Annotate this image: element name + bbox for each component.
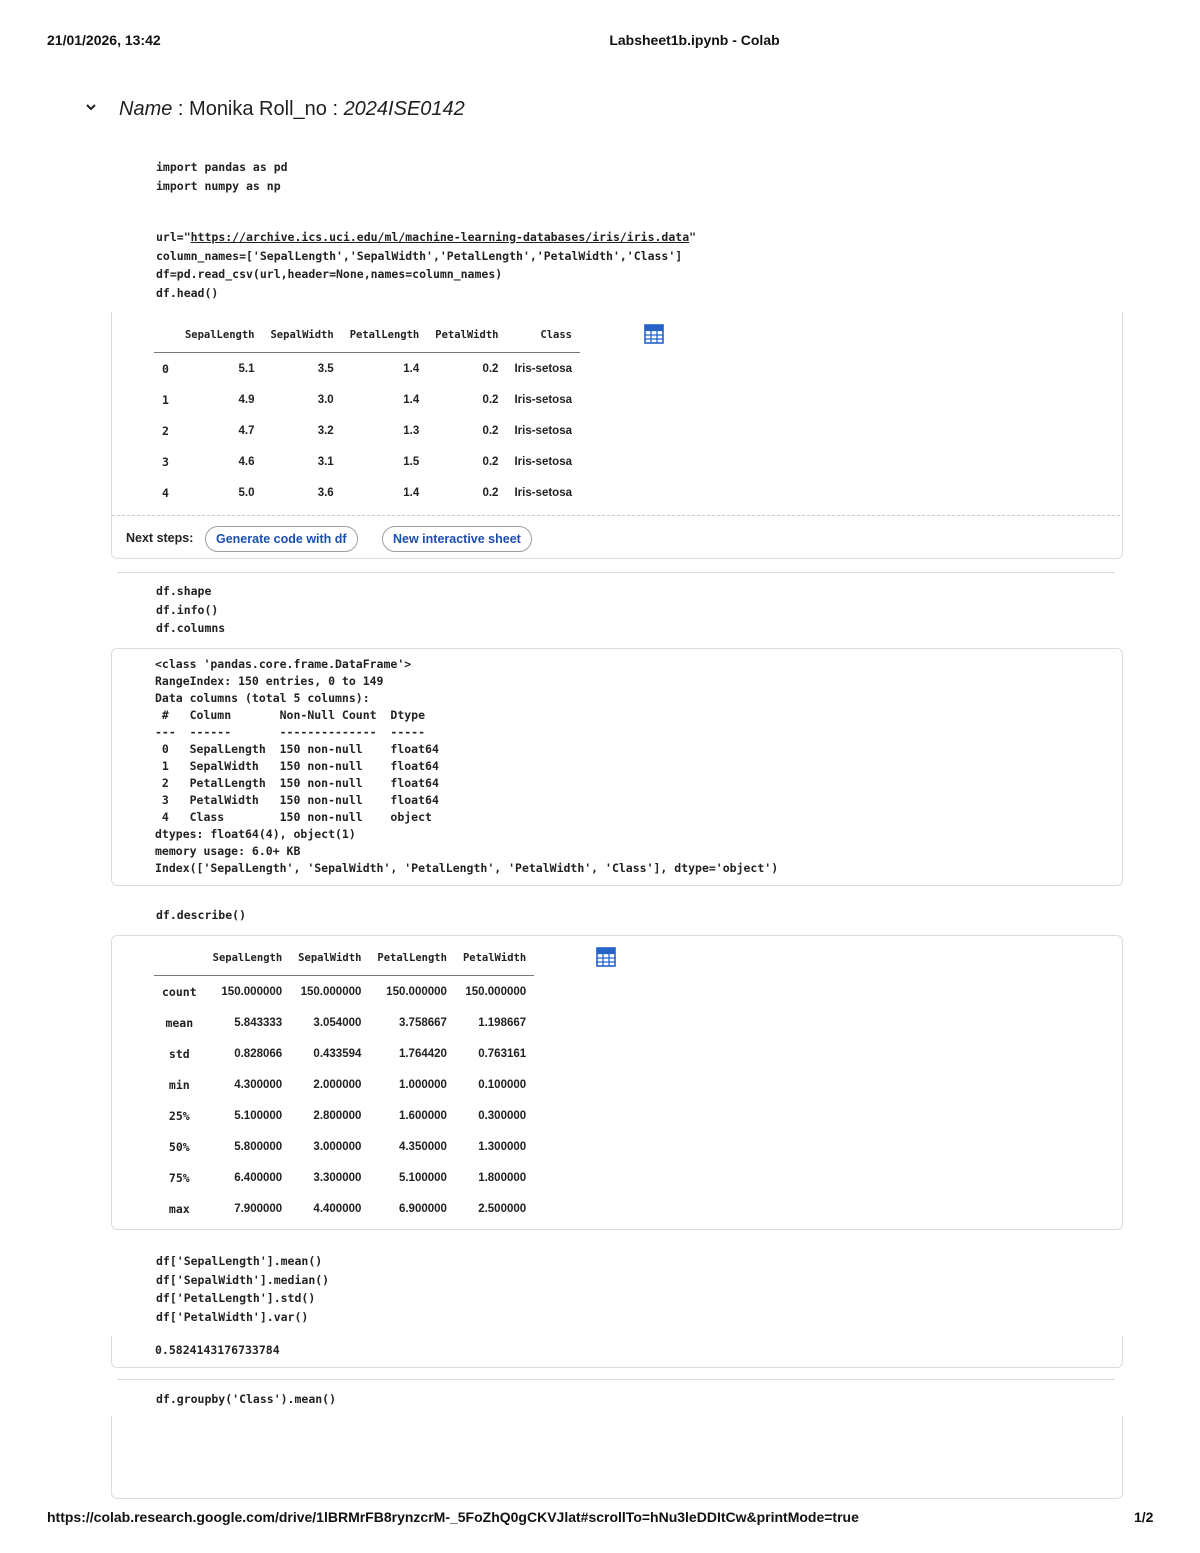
table-cell: 1	[162, 392, 169, 407]
table-grid-icon[interactable]	[644, 324, 664, 344]
table-row	[154, 1007, 534, 1038]
table-cell: 3.5	[317, 362, 334, 375]
table-row	[154, 384, 580, 415]
url-link[interactable]: https://archive.ics.uci.edu/ml/machine-learning-databases/iris/iris.data	[190, 230, 690, 244]
groupby-output	[111, 1416, 1123, 1499]
table-cell: 5.1	[238, 362, 255, 375]
table-cell: 3.1	[317, 455, 334, 468]
table-cell: max	[168, 1201, 190, 1216]
column-header: PetalLength	[369, 941, 455, 976]
head-table-header	[154, 318, 580, 353]
info-output-text: <class 'pandas.core.frame.DataFrame'> RangeIndex: 150 entries, 0 to 149 Data columns (total 5 columns): # Column Non-Null Count Dtype --- ------ -------------- ----- 0 SepalLength 150 non-null float64 1 SepalWidth 150 non-null float64 2 PetalLength 150 non-null float64 3 PetalWidth 150 non-null float64 4 Class 150 non-null object dtypes: float64(4), object(1) memory usage: 6.0+ KB Index(['SepalLength', 'SepalWidth', 'PetalLength', 'PetalWidth', 'Class'], dtype='object')	[155, 657, 779, 875]
code-cell-describe[interactable]: df.describe()	[156, 908, 247, 922]
table-row	[154, 1069, 534, 1100]
table-cell: 0.2	[482, 486, 499, 499]
table-row	[154, 1038, 534, 1069]
table-cell: 1.4	[403, 362, 420, 375]
table-cell: 1.800000	[478, 1171, 527, 1184]
table-cell: 2.500000	[478, 1202, 527, 1215]
table-cell: 5.0	[238, 486, 255, 499]
table-cell: 1.5	[403, 455, 420, 468]
table-cell: 1.4	[403, 393, 420, 406]
next-steps-label: Next steps:	[126, 531, 194, 545]
code-cell-stats[interactable]: df['SepalLength'].mean() df['SepalWidth'].median() df['PetalLength'].std() df['PetalWidth'].var()	[156, 1254, 330, 1324]
table-cell: 3.0	[317, 393, 334, 406]
table-cell: 3.6	[317, 486, 334, 499]
describe-table	[154, 941, 534, 1224]
table-cell: 3	[162, 454, 169, 469]
table-cell: 0.2	[482, 424, 499, 437]
column-header	[154, 941, 205, 976]
generate-code-button[interactable]: Generate code with df	[205, 526, 358, 552]
table-cell: 1.4	[403, 486, 420, 499]
url-prefix: url="	[156, 230, 191, 244]
code-cell-read-csv[interactable]	[156, 228, 696, 302]
code-rest: column_names=['SepalLength','SepalWidth','PetalLength','PetalWidth','Class'] df=pd.read_csv(url,header=None,names=column_names) df.head()	[156, 248, 683, 300]
table-cell: 0.828066	[234, 1047, 283, 1060]
column-header: PetalWidth	[455, 941, 534, 976]
table-cell: 150.000000	[465, 985, 527, 998]
table-cell: 25%	[168, 1108, 190, 1123]
table-cell: 4.6	[238, 455, 255, 468]
url-suffix: "	[689, 230, 697, 244]
table-row	[154, 446, 580, 477]
table-cell: mean	[165, 1015, 194, 1030]
table-cell: 3.2	[317, 424, 334, 437]
column-header	[154, 318, 177, 353]
column-header: SepalLength	[177, 318, 263, 353]
table-cell: 1.764420	[398, 1047, 447, 1060]
stats-output-text: 0.5824143176733784	[155, 1343, 280, 1357]
table-cell: 5.800000	[234, 1140, 283, 1153]
table-cell: 2.800000	[313, 1109, 362, 1122]
roll-no: 2024ISE0142	[343, 98, 465, 120]
table-cell: 0.300000	[478, 1109, 527, 1122]
table-cell: 3.300000	[313, 1171, 362, 1184]
name-label: Name	[119, 98, 173, 120]
table-cell: 150.000000	[386, 985, 447, 998]
table-cell: std	[168, 1046, 190, 1061]
print-datetime: 21/01/2026, 13:42	[47, 32, 161, 48]
table-row	[154, 1131, 534, 1162]
table-cell: 1.198667	[478, 1016, 527, 1029]
table-row	[154, 976, 534, 1008]
table-cell: 4.9	[238, 393, 255, 406]
table-grid-icon[interactable]	[596, 947, 616, 967]
table-cell: 4.300000	[234, 1078, 283, 1091]
print-page-number: 1/2	[1134, 1509, 1154, 1525]
table-cell: 2	[162, 423, 169, 438]
code-cell-imports[interactable]: import pandas as pd import numpy as np	[156, 160, 288, 193]
cell-separator	[117, 1379, 1115, 1380]
table-cell: 4.350000	[398, 1140, 447, 1153]
table-cell: Iris-setosa	[514, 455, 572, 468]
head-table	[154, 318, 580, 508]
table-cell: 4	[162, 485, 169, 500]
table-cell: 1.3	[403, 424, 420, 437]
describe-table-header	[154, 941, 534, 976]
table-cell: Iris-setosa	[514, 362, 572, 375]
table-cell: 4.400000	[313, 1202, 362, 1215]
print-title: Labsheet1b.ipynb - Colab	[609, 32, 780, 48]
table-cell: Iris-setosa	[514, 424, 572, 437]
table-cell: 0.2	[482, 455, 499, 468]
table-cell: 6.400000	[234, 1171, 283, 1184]
chevron-down-icon[interactable]	[84, 100, 98, 114]
new-interactive-sheet-button[interactable]: New interactive sheet	[382, 526, 532, 552]
table-cell: 1.000000	[398, 1078, 447, 1091]
table-cell: 5.100000	[234, 1109, 283, 1122]
table-row	[154, 353, 580, 385]
table-cell: 5.100000	[398, 1171, 447, 1184]
table-row	[154, 1162, 534, 1193]
column-header: SepalWidth	[290, 941, 369, 976]
table-cell: 150.000000	[300, 985, 362, 998]
table-row	[154, 477, 580, 508]
table-cell: 0.763161	[478, 1047, 527, 1060]
table-cell: 3.054000	[313, 1016, 362, 1029]
table-cell: Iris-setosa	[514, 393, 572, 406]
table-cell: 6.900000	[398, 1202, 447, 1215]
column-header: Class	[506, 318, 580, 353]
table-cell: 5.843333	[234, 1016, 283, 1029]
table-cell: 4.7	[238, 424, 255, 437]
table-cell: min	[168, 1077, 190, 1092]
table-cell: 1.300000	[478, 1140, 527, 1153]
cell-separator	[117, 572, 1115, 573]
table-cell: 0.100000	[478, 1078, 527, 1091]
table-cell: 50%	[168, 1139, 190, 1154]
table-cell: 1.600000	[398, 1109, 447, 1122]
table-cell: 7.900000	[234, 1202, 283, 1215]
table-cell: count	[162, 984, 197, 999]
table-row	[154, 415, 580, 446]
name-text: : Monika Roll_no :	[172, 98, 344, 120]
table-cell: 150.000000	[221, 985, 283, 998]
column-header: SepalLength	[205, 941, 291, 976]
table-cell: 0	[162, 361, 169, 376]
table-cell: 0.433594	[313, 1047, 362, 1060]
table-row	[154, 1100, 534, 1131]
table-row	[154, 1193, 534, 1224]
table-cell: Iris-setosa	[514, 486, 572, 499]
table-cell: 0.2	[482, 362, 499, 375]
output-divider	[112, 515, 1120, 516]
table-cell: 3.758667	[398, 1016, 447, 1029]
column-header: SepalWidth	[262, 318, 341, 353]
code-cell-info[interactable]: df.shape df.info() df.columns	[156, 584, 226, 635]
table-cell: 2.000000	[313, 1078, 362, 1091]
table-cell: 75%	[168, 1170, 190, 1185]
code-cell-groupby[interactable]: df.groupby('Class').mean()	[156, 1392, 337, 1406]
table-cell: 3.000000	[313, 1140, 362, 1153]
print-url: https://colab.research.google.com/drive/1lBRMrFB8rynzcrM-_5FoZhQ0gCKVJlat#scrollTo=hNu3leDDItCw&printMode=true	[47, 1509, 859, 1525]
section-heading	[119, 98, 465, 121]
table-cell: 0.2	[482, 393, 499, 406]
column-header: PetalWidth	[427, 318, 506, 353]
column-header: PetalLength	[342, 318, 428, 353]
